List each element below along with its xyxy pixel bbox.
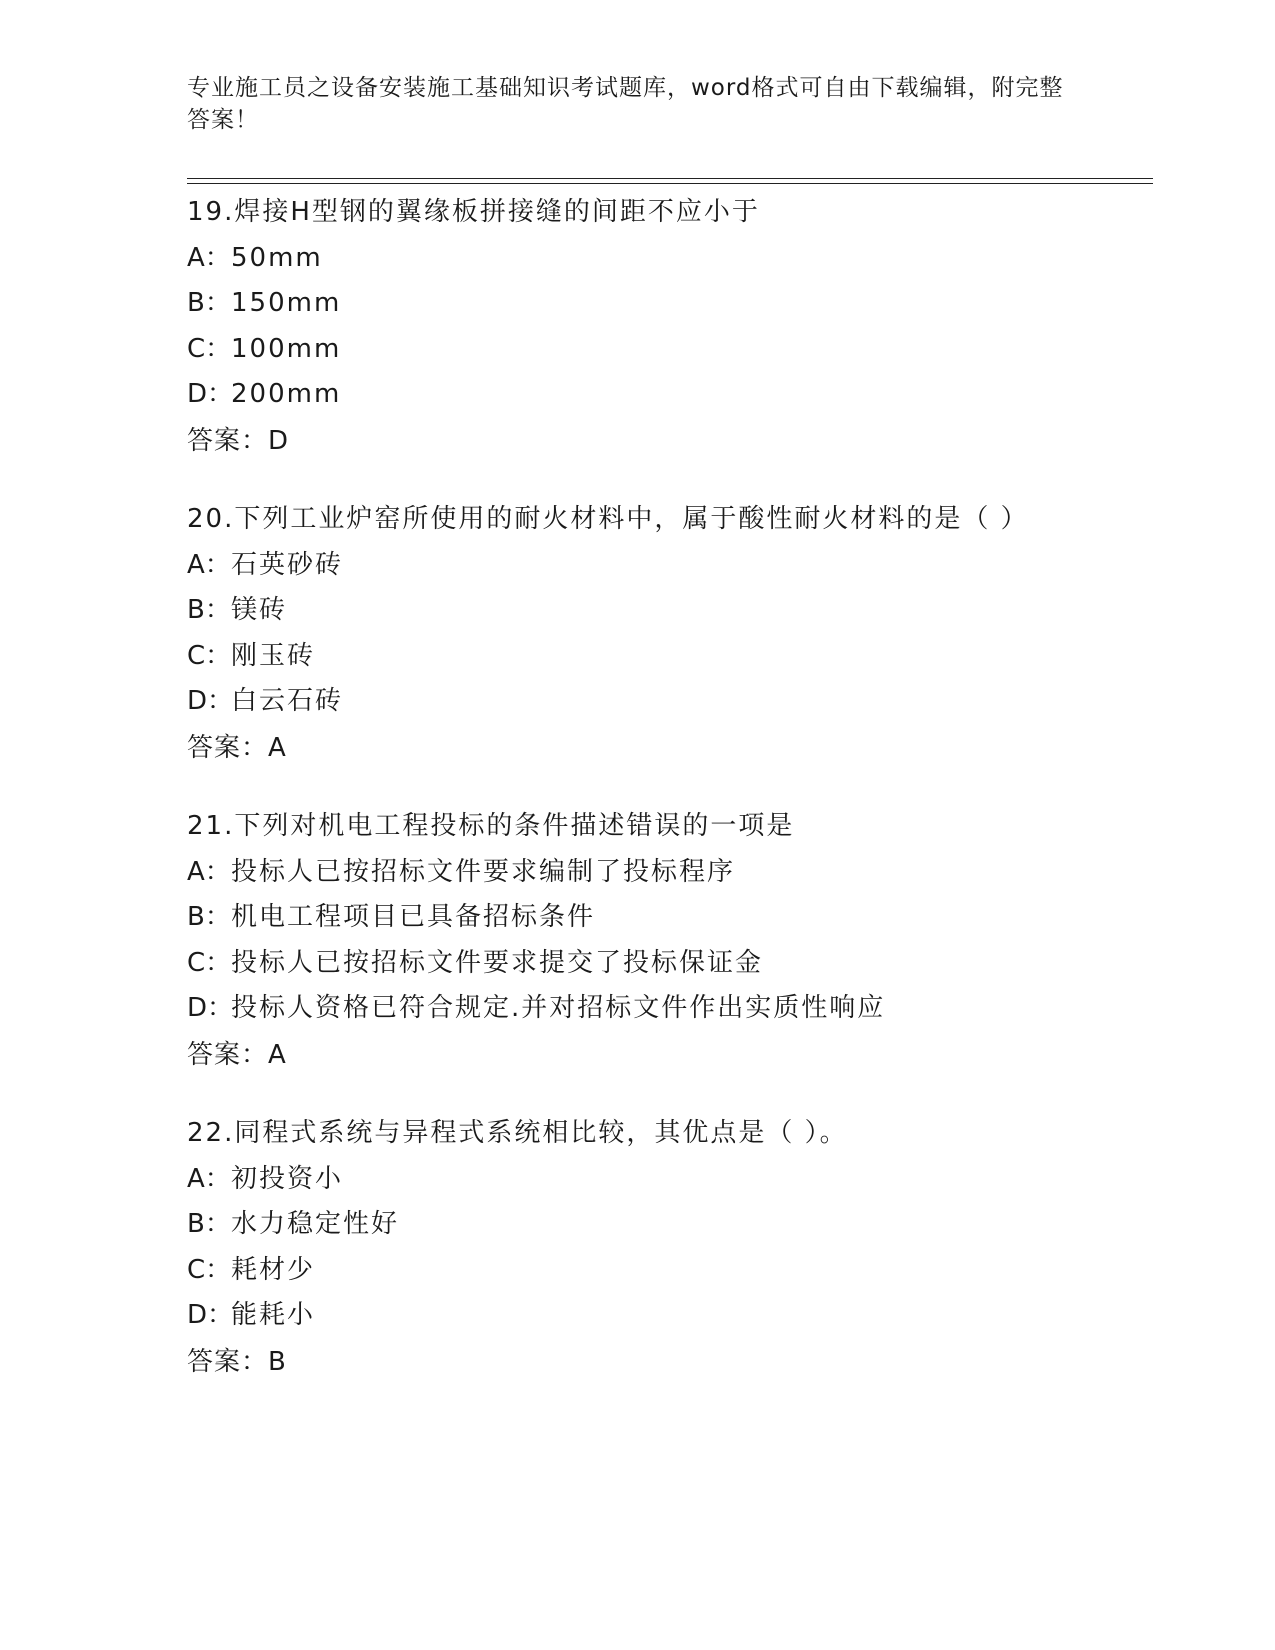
- question-22: [187, 1111, 1147, 1385]
- option-text: 刚玉砖: [231, 640, 316, 671]
- answer-line: 答案：A: [187, 732, 287, 763]
- question-stem: 19.焊接H型钢的翼缘板拼接缝的间距不应小于: [187, 197, 760, 227]
- option-text: 200mm: [231, 379, 342, 410]
- option-letter: C：: [187, 640, 232, 671]
- option-text: 耗材少: [231, 1254, 316, 1285]
- option-letter: D：: [187, 686, 234, 717]
- option-letter: A：: [187, 856, 231, 887]
- question-19: [187, 190, 1147, 464]
- option-letter: D：: [187, 379, 234, 410]
- question-stem: 22.同程式系统与异程式系统相比较，其优点是（ ）。: [187, 1117, 848, 1148]
- question-stem: 20.下列工业炉窑所使用的耐火材料中，属于酸性耐火材料的是（ ）: [187, 503, 1029, 534]
- option-text: 投标人已按招标文件要求编制了投标程序: [231, 856, 736, 887]
- option-a: [187, 1157, 1147, 1203]
- option-d: [187, 372, 1147, 418]
- option-letter: B：: [187, 1209, 231, 1240]
- answer-line: 答案：A: [187, 1039, 287, 1070]
- option-letter: B：: [187, 595, 231, 626]
- option-a: [187, 543, 1147, 589]
- option-text: 能耗小: [231, 1300, 316, 1331]
- header-divider-top: [187, 178, 1153, 179]
- option-b: [187, 281, 1147, 327]
- option-letter: D：: [187, 1300, 234, 1331]
- question-20: [187, 497, 1147, 771]
- option-text: 投标人已按招标文件要求提交了投标保证金: [231, 947, 764, 978]
- option-letter: A：: [187, 242, 231, 273]
- option-d: [187, 1293, 1147, 1339]
- option-a: [187, 850, 1147, 896]
- option-text: 水力稳定性好: [231, 1209, 400, 1240]
- option-b: [187, 1202, 1147, 1248]
- option-text: 150mm: [231, 288, 342, 319]
- option-text: 100mm: [231, 333, 342, 364]
- option-d: [187, 679, 1147, 725]
- option-text: 50mm: [231, 242, 323, 273]
- option-letter: C：: [187, 947, 232, 978]
- option-c: [187, 1248, 1147, 1294]
- answer-line: 答案：B: [187, 1346, 287, 1377]
- option-letter: D：: [187, 993, 234, 1024]
- answer-line: 答案：D: [187, 425, 290, 456]
- option-letter: A：: [187, 1163, 231, 1194]
- option-b: [187, 588, 1147, 634]
- option-text: 机电工程项目已具备招标条件: [231, 902, 596, 933]
- option-letter: C：: [187, 333, 232, 364]
- question-stem: 21.下列对机电工程投标的条件描述错误的一项是: [187, 810, 795, 841]
- question-21: [187, 804, 1147, 1078]
- question-list: [187, 190, 1147, 1418]
- option-c: [187, 327, 1147, 373]
- option-d: [187, 986, 1147, 1032]
- option-letter: A：: [187, 549, 231, 580]
- option-letter: B：: [187, 902, 231, 933]
- option-text: 投标人资格已符合规定.并对招标文件作出实质性响应: [231, 993, 886, 1024]
- option-text: 石英砂砖: [231, 549, 344, 580]
- option-c: [187, 634, 1147, 680]
- option-letter: B：: [187, 288, 231, 319]
- option-text: 白云石砖: [231, 686, 344, 717]
- option-text: 初投资小: [231, 1163, 344, 1194]
- option-a: [187, 236, 1147, 282]
- option-b: [187, 895, 1147, 941]
- document-header: 专业施工员之设备安装施工基础知识考试题库，word格式可自由下载编辑，附完整答案！: [187, 75, 1064, 133]
- header-divider-bottom: [187, 183, 1153, 184]
- option-text: 镁砖: [231, 595, 288, 626]
- option-c: [187, 941, 1147, 987]
- option-letter: C：: [187, 1254, 232, 1285]
